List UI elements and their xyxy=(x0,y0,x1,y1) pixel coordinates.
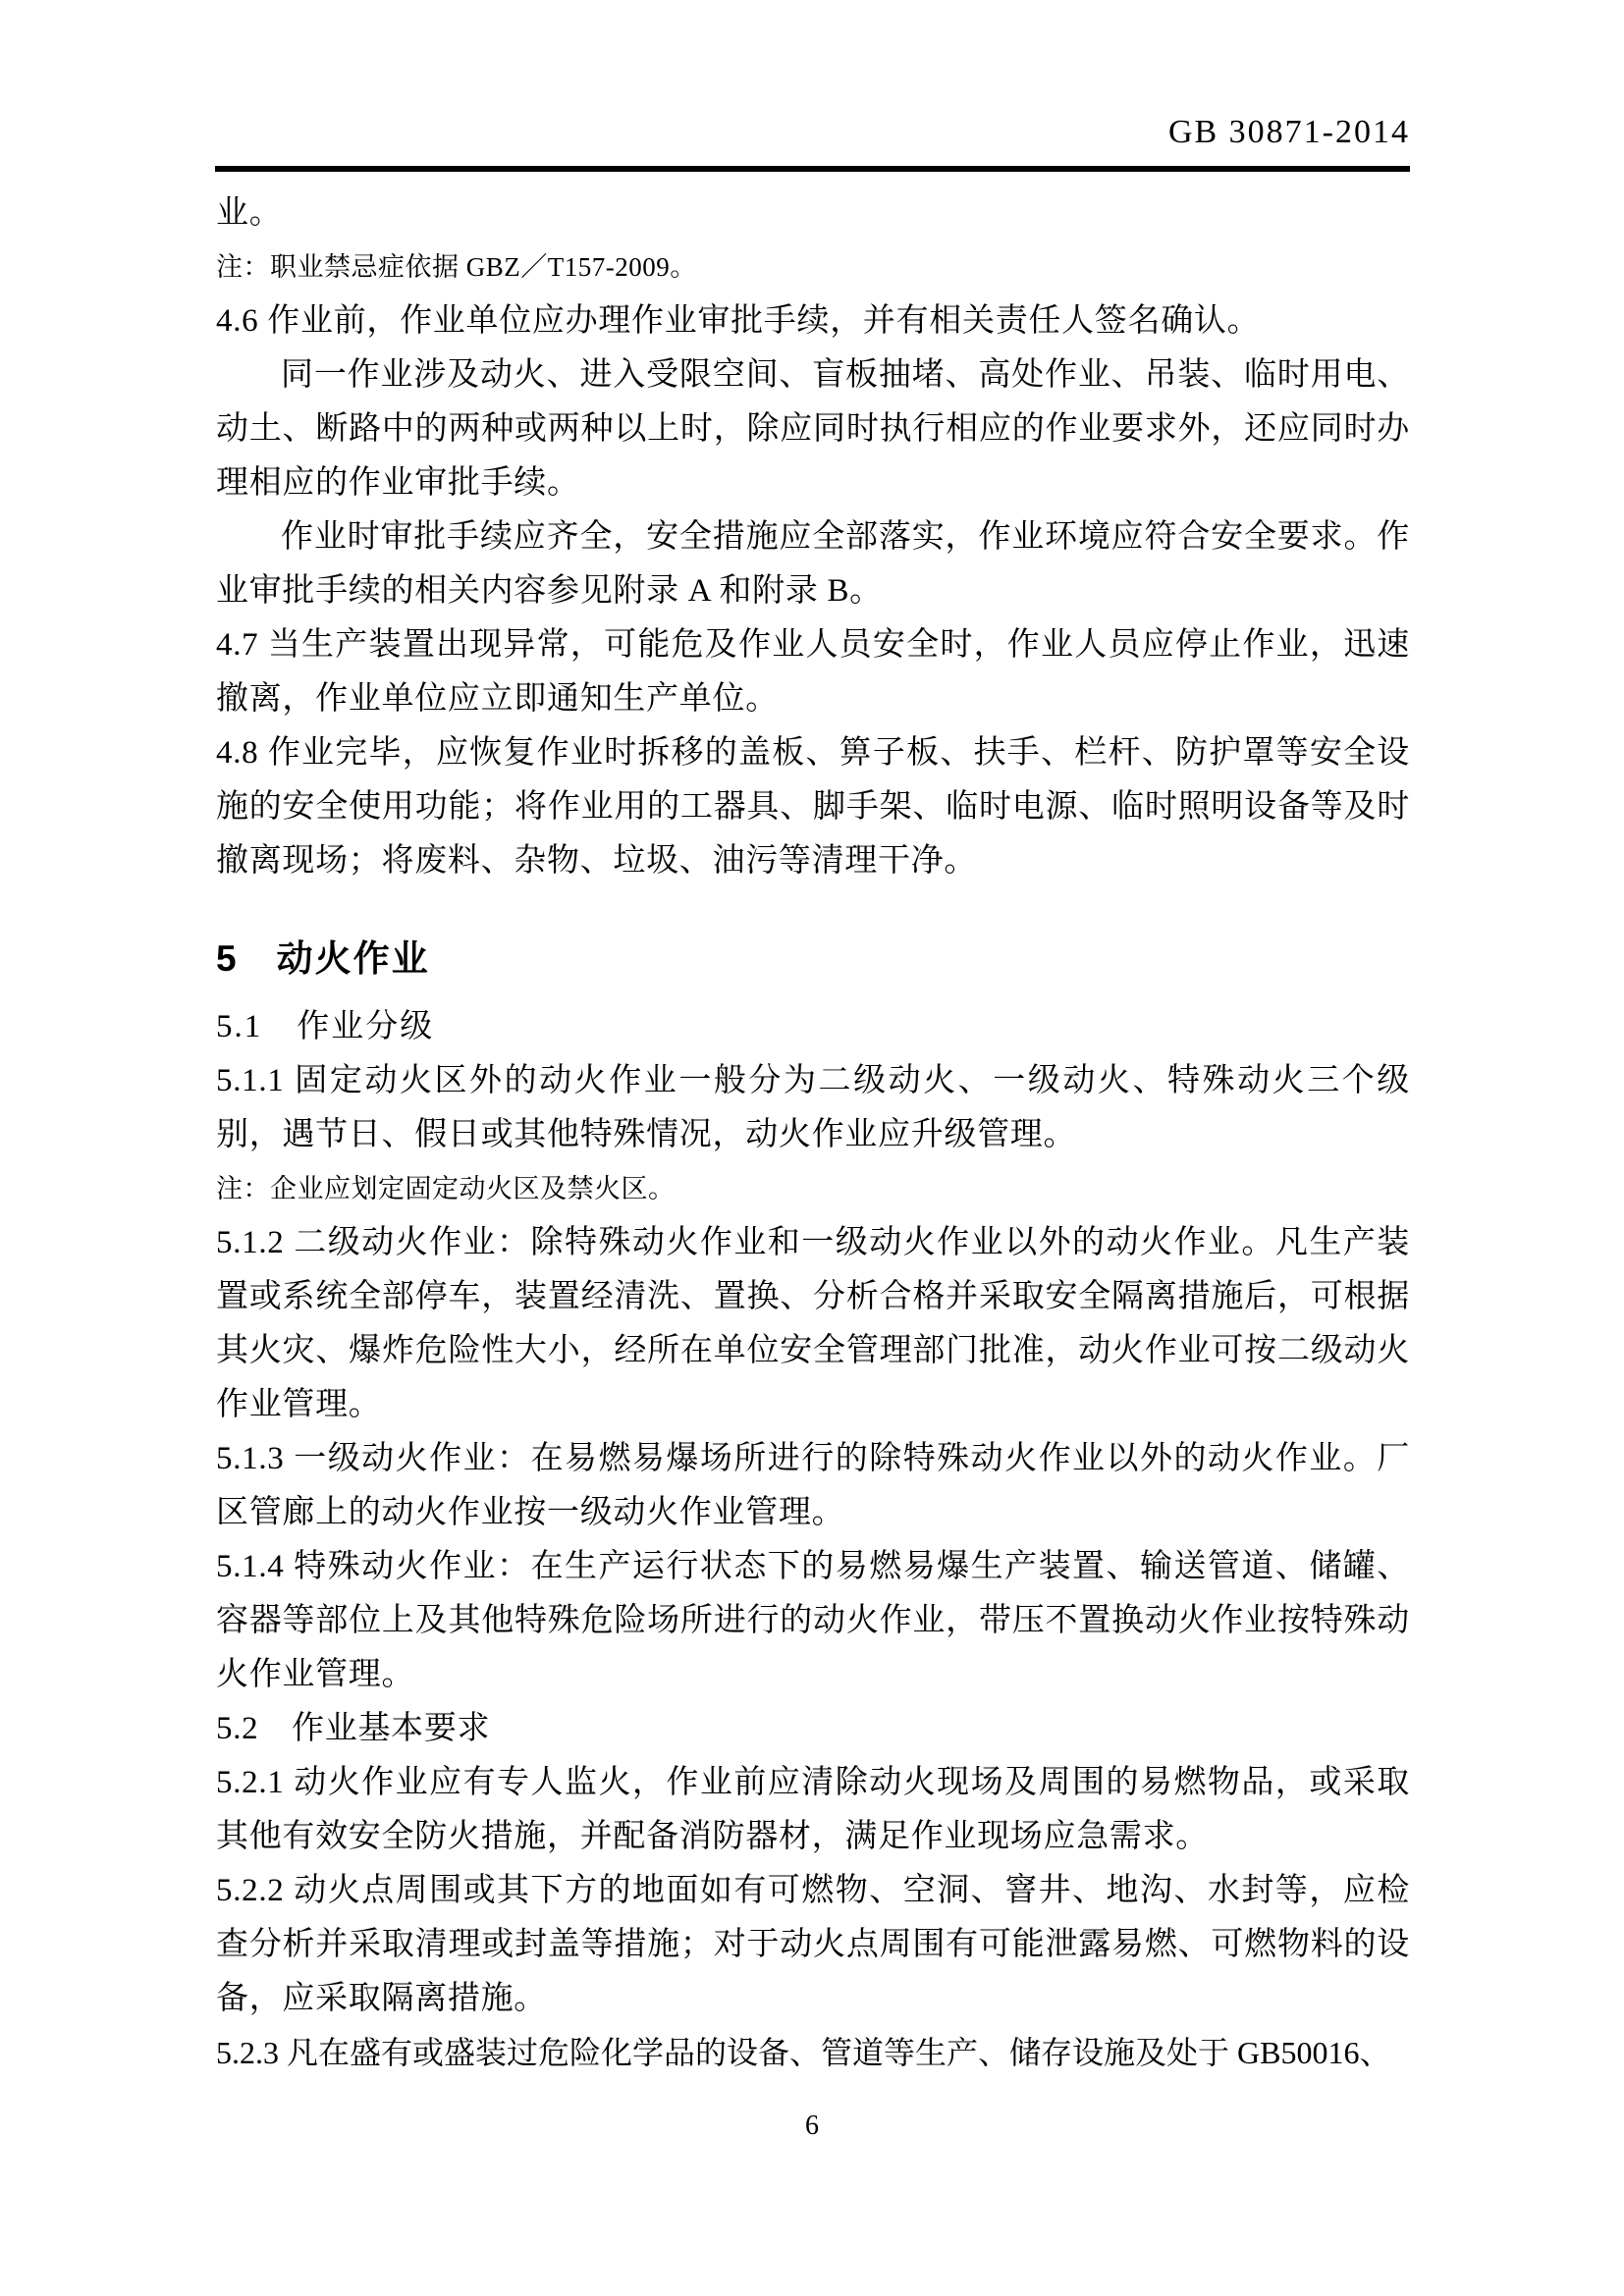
paragraph: 业。 xyxy=(216,195,283,231)
page-footer xyxy=(0,2110,1624,2142)
page-number: 6 xyxy=(805,2110,819,2141)
paragraph: 5.1.2 二级动火作业：除特殊动火作业和一级动火作业以外的动火作业。凡生产装置或系统全部停车，装置经清洗、置换、分析合格并采取安全隔离措施后，可根据其火灾、爆炸危险性大小，经所在单位安全管理部门批准，动火作业可按二级动火作业管理。 xyxy=(216,1225,1410,1422)
paragraph: 4.6 作业前，作业单位应办理作业审批手续，并有相关责任人签名确认。 xyxy=(216,303,1261,339)
note: 注：职业禁忌症依据 GBZ／T157-2009。 xyxy=(216,252,697,282)
paragraph: 同一作业涉及动火、进入受限空间、盲板抽堵、高处作业、吊装、临时用电、动土、断路中的两种或两种以上时，除应同时执行相应的作业要求外，还应同时办理相应的作业审批手续。 xyxy=(216,357,1410,501)
paragraph: 作业时审批手续应齐全，安全措施应全部落实，作业环境应符合安全要求。作业审批手续的相关内容参见附录 A 和附录 B。 xyxy=(216,519,1410,609)
paragraph: 5.1.1 固定动火区外的动火作业一般分为二级动火、一级动火、特殊动火三个级别，遇节日、假日或其他特殊情况，动火作业应升级管理。 xyxy=(216,1063,1410,1152)
header-rule xyxy=(215,166,1410,172)
note: 注：企业应划定固定动火区及禁火区。 xyxy=(216,1174,676,1203)
subsection-heading: 5.1 作业分级 xyxy=(216,1009,435,1044)
paragraph: 5.2.1 动火作业应有专人监火，作业前应清除动火现场及周围的易燃物品，或采取其他有效安全防火措施，并配备消防器材，满足作业现场应急需求。 xyxy=(216,1765,1410,1854)
paragraph: 5.1.4 特殊动火作业：在生产运行状态下的易燃易爆生产装置、输送管道、储罐、容器等部位上及其他特殊危险场所进行的动火作业，带压不置换动火作业按特殊动火作业管理。 xyxy=(216,1549,1410,1692)
doc-number: GB 30871-2014 xyxy=(1167,114,1410,150)
document-body xyxy=(216,187,1410,2080)
paragraph: 5.2 作业基本要求 xyxy=(216,1711,491,1746)
paragraph: 4.7 当生产装置出现异常，可能危及作业人员安全时，作业人员应停止作业，迅速撤离，作业单位应立即通知生产单位。 xyxy=(216,627,1410,717)
paragraph: 5.2.2 动火点周围或其下方的地面如有可燃物、空洞、窨井、地沟、水封等，应检查分析并采取清理或封盖等措施；对于动火点周围有可能泄露易燃、可燃物料的设备，应采取隔离措施。 xyxy=(216,1873,1410,2016)
paragraph: 4.8 作业完毕，应恢复作业时拆移的盖板、箅子板、扶手、栏杆、防护罩等安全设施的安全使用功能；将作业用的工器具、脚手架、临时电源、临时照明设备等及时撤离现场；将废料、杂物、垃圾、油污等清理干净。 xyxy=(216,735,1410,879)
section-heading: 5 动火作业 xyxy=(216,938,430,979)
paragraph: 5.1.3 一级动火作业：在易燃易爆场所进行的除特殊动火作业以外的动火作业。厂区管廊上的动火作业按一级动火作业管理。 xyxy=(216,1441,1410,1530)
paragraph: 5.2.3 凡在盛有或盛装过危险化学品的设备、管道等生产、储存设施及处于 GB50016、 xyxy=(216,2035,1391,2070)
page-header xyxy=(216,114,1410,151)
